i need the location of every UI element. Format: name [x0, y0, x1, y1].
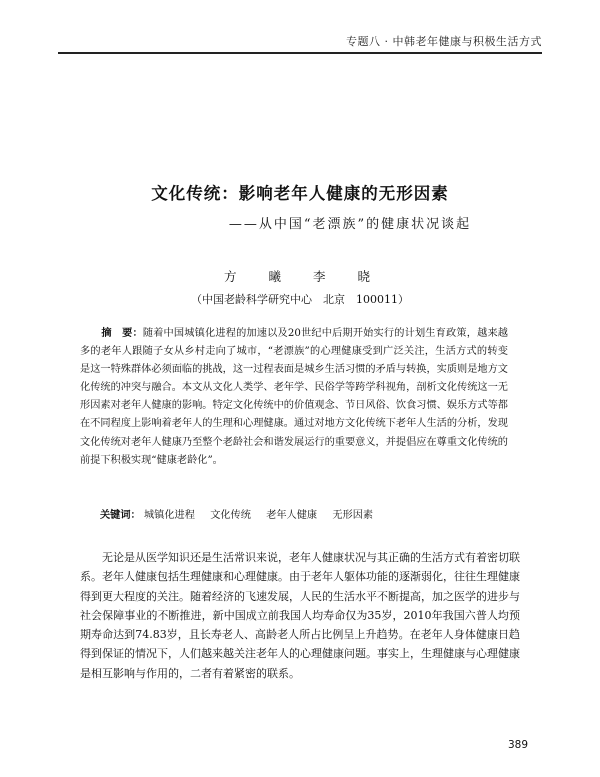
running-head: 专题八 · 中韩老年健康与积极生活方式 [346, 35, 542, 48]
keywords [100, 507, 508, 525]
body-paragraph: 无论是从医学知识还是生活常识来说，老年人健康状况与其正确的生活方式有着密切联系。老年人健康包括生理健康和心理健康。由于老年人躯体功能的逐渐弱化，往往生理健康得到更大程度的关注。随着经济的飞速发展，人民的生活水平不断提高，加之医学的进步与社会保障事业的不断推进，新中国成立前我国人均寿命仅为35岁，2010年我国六普人均预期寿命达到74.83岁，且长寿老人、高龄老人所占比例呈上升趋势。在老年人身体健康日趋得到保证的情况下，人们越来越关注老年人的心理健康问题。事实上，生理健康与心理健康是相互影响与作用的，二者有着紧密的联系。 [80, 551, 520, 680]
keyword: 城镇化进程 [144, 510, 195, 521]
authors: 方 曦 李 晓 [224, 269, 376, 284]
abstract [80, 325, 508, 470]
abstract-label: 摘 要： [101, 328, 143, 339]
keywords-label: 关键词： [100, 510, 141, 521]
keyword: 老年人健康 [266, 510, 318, 521]
keyword: 无形因素 [332, 510, 374, 521]
affiliation: （中国老龄科学研究中心 北京 100011） [191, 293, 409, 306]
paper-subtitle: ——从中国“老漂族”的健康状况谈起 [228, 217, 472, 232]
page-number: 389 [507, 739, 528, 751]
header-rule [58, 52, 542, 54]
abstract-text: 随着中国城镇化进程的加速以及20世纪中后期开始实行的计划生育政策，越来越多的老年人跟随子女从乡村走向了城市，“老漂族”的心理健康受到广泛关注，生活方式的转变是这一特殊群体必须面临的挑战，这一过程表面是城乡生活习惯的矛盾与转换，实质则是地方文化传统的冲突与融合。本文从文化人类学、老年学、民俗学等跨学科视角，剖析文化传统这一无形因素对老年人健康的影响。特定文化传统中的价值观念、节日风俗、饮食习惯、娱乐方式等都在不同程度上影响着老年人的生理和心理健康。通过对地方文化传统下老年人生活的分析，发现文化传统对老年人健康乃至整个老龄社会和谐发展运行的重要意义，并提倡应在尊重文化传统的前提下积极实现“健康老龄化”。 [80, 328, 508, 466]
keyword: 文化传统 [210, 510, 251, 521]
paper-title: 文化传统：影响老年人健康的无形因素 [151, 184, 449, 203]
